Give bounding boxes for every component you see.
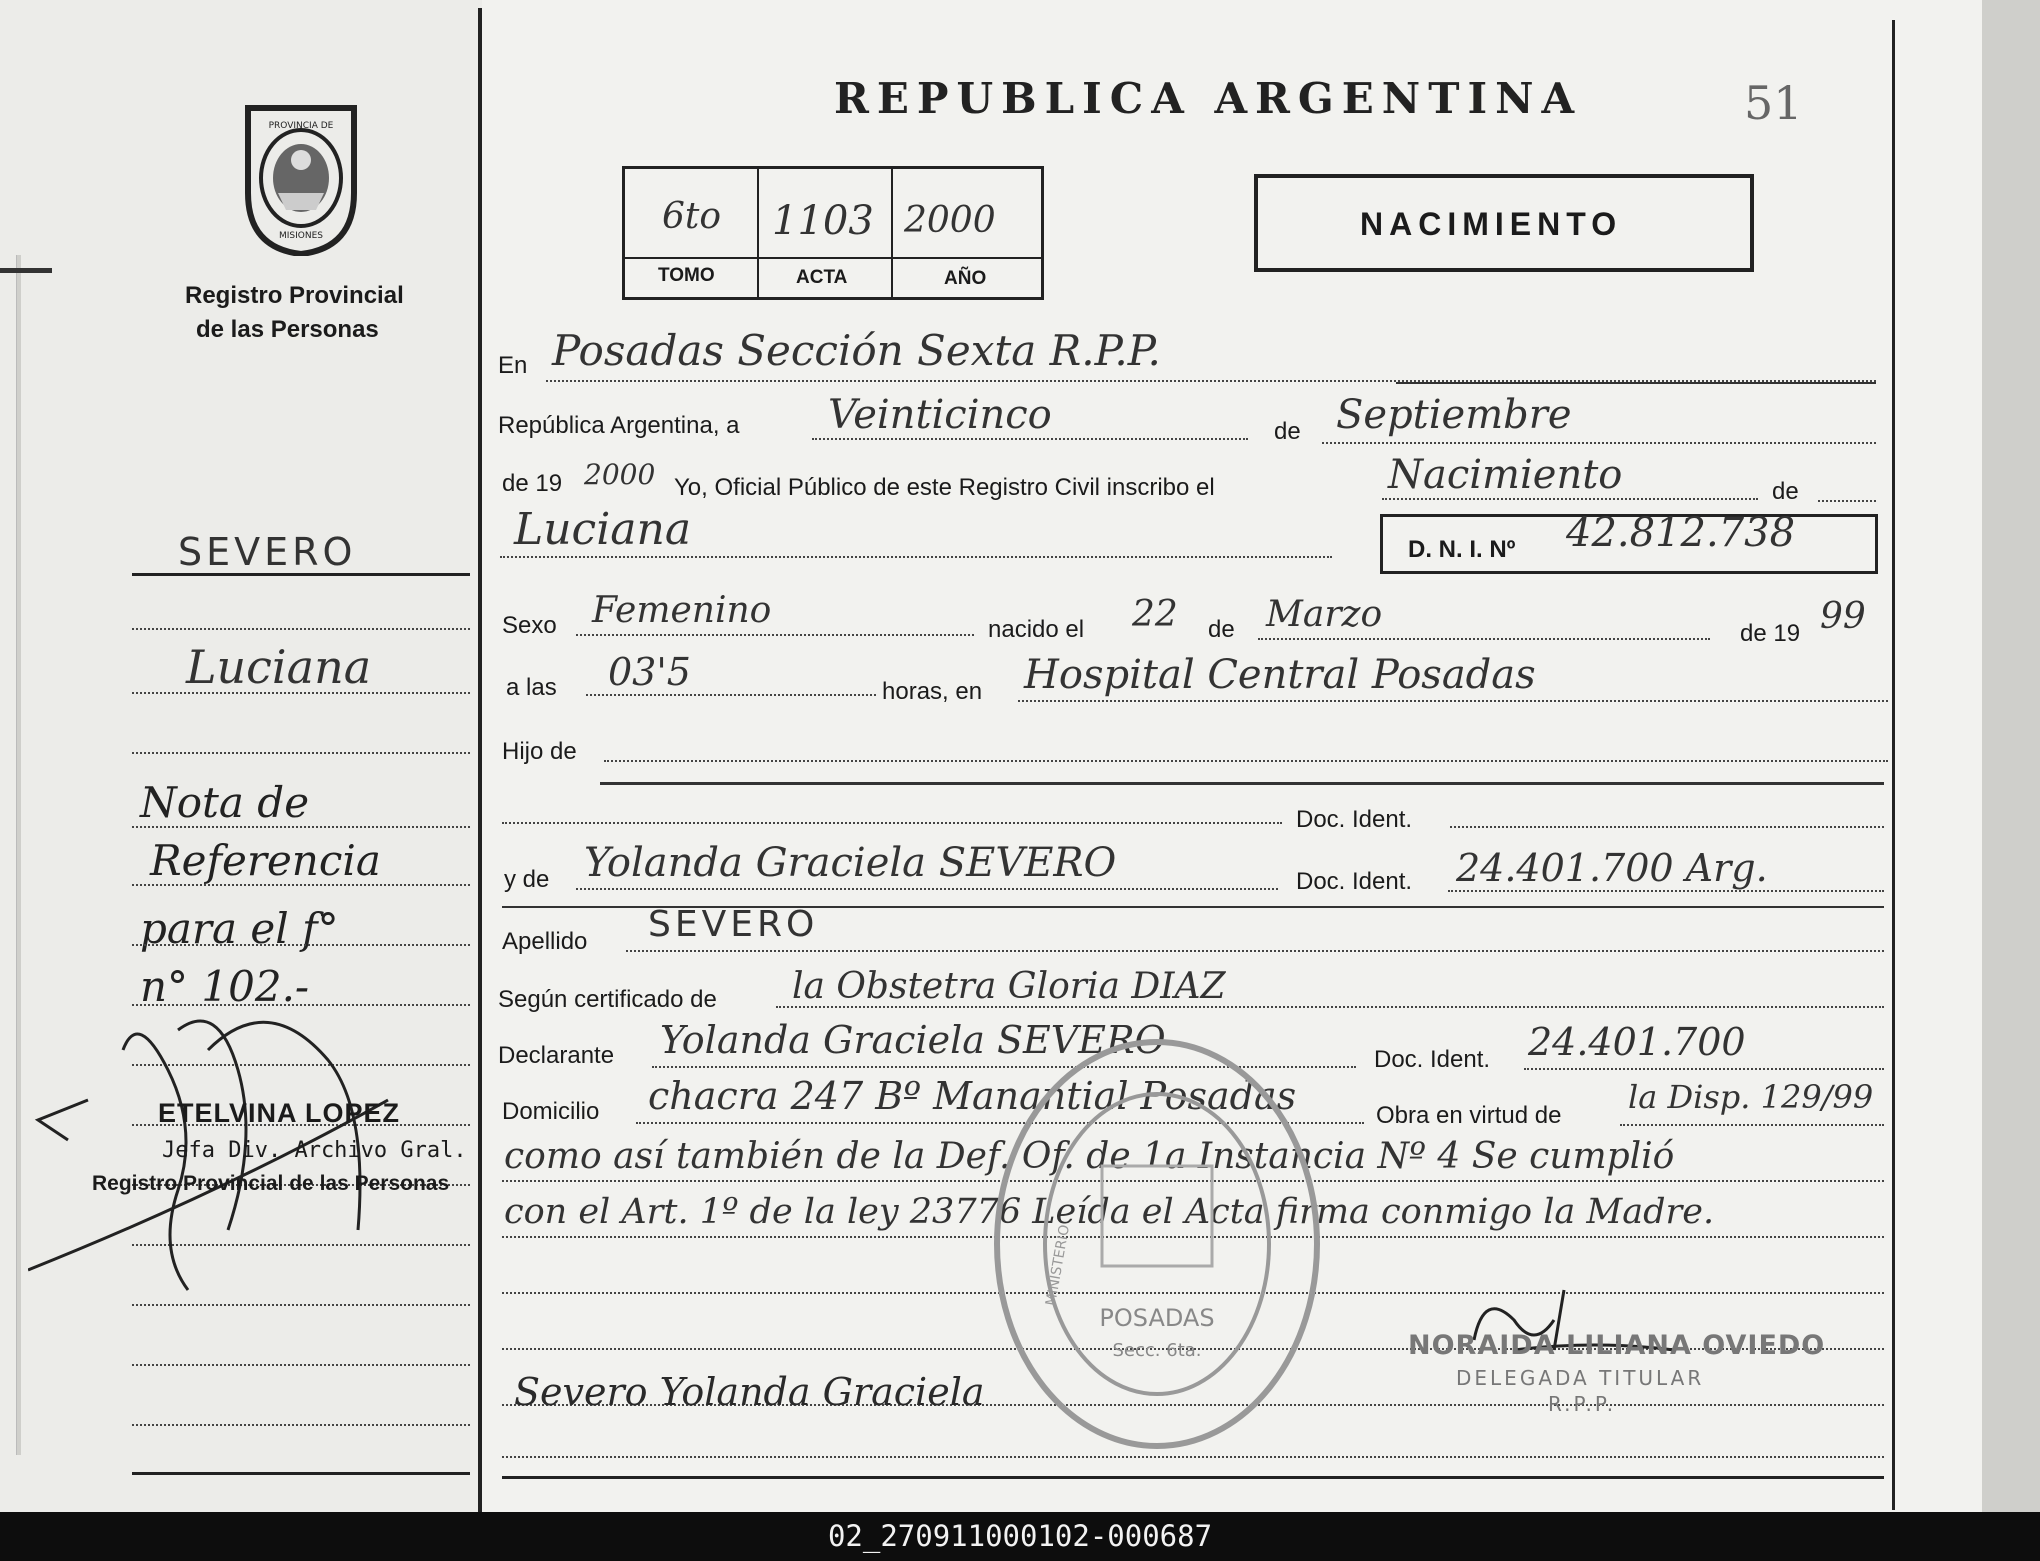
left-surname-rule xyxy=(132,573,470,576)
en-label: En xyxy=(498,352,528,379)
apellido-label: Apellido xyxy=(502,928,588,955)
segun-label: Según certificado de xyxy=(498,986,717,1013)
stamp-ministry: MINISTERIO xyxy=(1043,1223,1074,1308)
acta-label: ACTA xyxy=(796,267,848,288)
left-bottom-rule xyxy=(132,1472,470,1475)
segun-dotted-line xyxy=(776,1006,1884,1008)
place-value: Hospital Central Posadas xyxy=(1024,652,1536,698)
hijo-dotted-line xyxy=(604,760,1888,762)
official-name: NORAIDA LILIANA OVIEDO xyxy=(1408,1330,1826,1361)
left-note-line-1: Nota de xyxy=(140,778,310,827)
panel-divider xyxy=(478,8,482,1512)
child-name-value: Luciana xyxy=(514,504,692,555)
left-surname: SEVERO xyxy=(178,530,357,574)
official-stamp-icon xyxy=(992,1036,1322,1452)
left-dotted-line xyxy=(132,628,470,630)
stamp-city: POSADAS xyxy=(1099,1304,1215,1332)
birth-day-value: 22 xyxy=(1132,594,1178,635)
hijo-label: Hijo de xyxy=(502,738,577,765)
document-title: REPUBLICA ARGENTINA xyxy=(834,74,1583,123)
left-note-line-4: n° 102.- xyxy=(140,962,310,1011)
registry-line-2: de las Personas xyxy=(196,316,379,343)
left-signatory-name: ETELVINA LOPEZ xyxy=(158,1098,401,1128)
declarante-doc-dotted-line xyxy=(1524,1068,1884,1070)
domicilio-value: chacra 247 Bº Manantial Posadas xyxy=(648,1074,1297,1118)
alas-label: a las xyxy=(506,674,557,701)
doc2-label: Doc. Ident. xyxy=(1296,868,1413,895)
inscribo-dotted-line xyxy=(1382,498,1758,500)
left-dotted-line xyxy=(132,692,470,694)
mother-dotted-line xyxy=(576,888,1278,890)
hijo-solid-line xyxy=(600,782,1884,785)
left-note-line-3: para el f° xyxy=(140,904,339,953)
note-line-1: como así también de la Def. Of. de 1a Instancia Nº 4 Se cumplió xyxy=(504,1136,1675,1177)
doc1-label: Doc. Ident. xyxy=(1296,806,1413,833)
obra-value: la Disp. 129/99 xyxy=(1628,1078,1874,1116)
domicilio-label: Domicilio xyxy=(502,1098,600,1125)
official-title: DELEGADA TITULAR xyxy=(1456,1366,1705,1390)
de2-dotted-line xyxy=(1818,500,1876,502)
inscribo-label: Yo, Oficial Público de este Registro Civil inscribo el xyxy=(674,474,1215,501)
misiones-seal-icon xyxy=(228,98,374,256)
de19b-label: de 19 xyxy=(1740,620,1801,647)
doc3-label: Doc. Ident. xyxy=(1374,1046,1491,1073)
acta-value: 1103 xyxy=(772,198,874,244)
seal-top-text: PROVINCIA DE xyxy=(268,121,334,131)
hour-value: 03'5 xyxy=(608,650,691,694)
tomo-value: 6to xyxy=(662,196,722,237)
note-line-2: con el Art. 1º de la ley 23776 Leída el Acta firma conmigo la Madre. xyxy=(504,1192,1715,1232)
empty-dotted-line xyxy=(502,1456,1884,1458)
hour-dotted-line xyxy=(586,694,876,696)
record-type-label: NACIMIENTO xyxy=(1360,206,1623,242)
official-org: R.P.P. xyxy=(1548,1392,1617,1416)
birth-month-value: Marzo xyxy=(1266,594,1383,635)
left-given-name: Luciana xyxy=(186,640,372,694)
stamp-section: Secc. 6ta. xyxy=(1112,1340,1202,1361)
sexo-value: Femenino xyxy=(592,590,772,631)
left-dotted-line xyxy=(132,1424,470,1426)
right-border-line xyxy=(1892,20,1895,1510)
bottom-rule xyxy=(502,1476,1884,1479)
apellido-value: SEVERO xyxy=(648,904,819,945)
apellido-dotted-line xyxy=(626,950,1884,952)
declarante-value: Yolanda Graciela SEVERO xyxy=(660,1018,1166,1062)
inscribo-value: Nacimiento xyxy=(1388,452,1623,498)
left-dotted-line xyxy=(132,752,470,754)
obra-dotted-line xyxy=(1620,1124,1884,1126)
left-dotted-line xyxy=(132,826,470,828)
declarant-signature: Severo Yolanda Graciela xyxy=(514,1370,985,1414)
registry-line-1: Registro Provincial xyxy=(185,282,404,309)
anio-value: 2000 xyxy=(904,200,996,241)
en-solid-line xyxy=(1396,382,1876,384)
month-dotted-line xyxy=(1322,442,1876,444)
left-signatory-org: Registro Provincial de las Personas xyxy=(92,1172,450,1195)
declarante-label: Declarante xyxy=(498,1042,615,1069)
birth-year-value: 99 xyxy=(1820,596,1866,637)
left-note-line-2: Referencia xyxy=(150,836,381,885)
segun-value: la Obstetra Gloria DIAZ xyxy=(792,966,1226,1007)
horas-label: horas, en xyxy=(882,678,983,705)
obra-label: Obra en virtud de xyxy=(1376,1102,1562,1129)
de-label: de xyxy=(1274,418,1301,445)
tomo-label: TOMO xyxy=(658,265,715,286)
sexo-dotted-line xyxy=(576,634,974,636)
declarante-doc-value: 24.401.700 xyxy=(1528,1020,1746,1064)
month-value: Septiembre xyxy=(1336,392,1572,438)
yde-label: y de xyxy=(504,866,550,893)
mother-doc-dotted-line xyxy=(1448,890,1884,892)
dni-value: 42.812.738 xyxy=(1566,510,1796,556)
day-value: Veinticinco xyxy=(828,392,1052,438)
left-dotted-line xyxy=(132,944,470,946)
en-value: Posadas Sección Sexta R.P.P. xyxy=(552,326,1161,375)
nacido-label: nacido el xyxy=(988,616,1085,643)
republica-label: República Argentina, a xyxy=(498,412,740,439)
father-dotted-line xyxy=(502,822,1282,824)
mother-value: Yolanda Graciela SEVERO xyxy=(584,840,1117,886)
name-dotted-line xyxy=(500,556,1332,558)
record-box-rule xyxy=(625,257,1041,259)
day-dotted-line xyxy=(812,438,1248,440)
birth-month-dotted-line xyxy=(1258,638,1710,640)
mother-doc-value: 24.401.700 Arg. xyxy=(1456,846,1768,890)
sexo-label: Sexo xyxy=(502,612,557,639)
left-signatory-title: Jefa Div. Archivo Gral. xyxy=(162,1138,467,1163)
year-value: 2000 xyxy=(584,458,656,491)
anio-label: AÑO xyxy=(944,268,987,289)
binding-thread xyxy=(16,255,21,1455)
doc1-dotted-line xyxy=(1450,826,1884,828)
seal-bottom-text: MISIONES xyxy=(278,231,324,241)
page-number: 51 xyxy=(1744,76,1803,130)
place-dotted-line xyxy=(1018,700,1888,702)
binding-staple xyxy=(0,268,52,273)
dni-label: D. N. I. Nº xyxy=(1408,536,1516,563)
left-dotted-line xyxy=(132,884,470,886)
left-dotted-line xyxy=(132,1364,470,1366)
de19-label: de 19 xyxy=(502,470,563,497)
scan-id-footer: 02_270911000102-000687 xyxy=(0,1512,2040,1561)
de2-label: de xyxy=(1772,478,1799,505)
next-page-edge xyxy=(1982,0,2040,1512)
de3-label: de xyxy=(1208,616,1235,643)
